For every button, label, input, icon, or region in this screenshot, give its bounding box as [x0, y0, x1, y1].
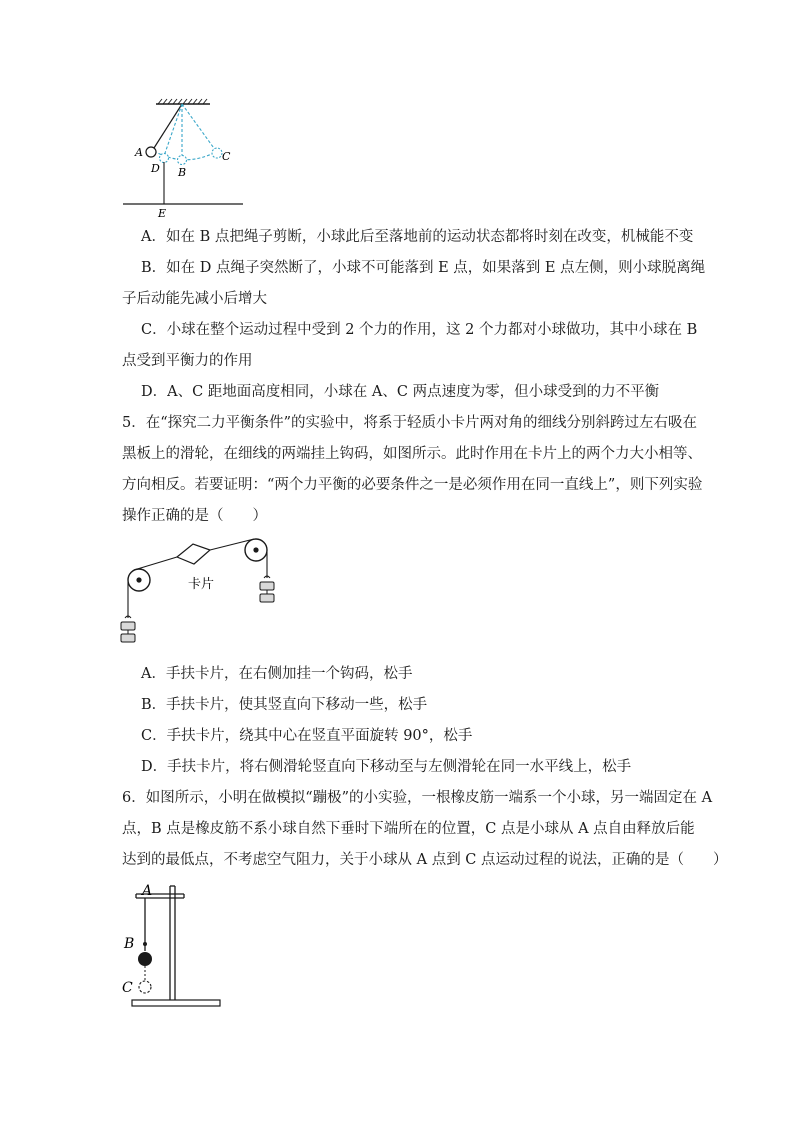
label-b: B — [124, 936, 135, 952]
q6-stem-line2: 点，B 点是橡皮筋不系小球自然下垂时下端所在的位置，C 点是小球从 A 点自由释放后能 — [122, 821, 695, 837]
q5-stem-line1: 5．在“探究二力平衡条件”的实验中，将系于轻质小卡片两对角的细线分别斜跨过左右吸在 — [122, 415, 698, 431]
q5-stem-line2: 黑板上的滑轮，在细线的两端挂上钩码，如图所示。此时作用在卡片上的两个力大小相等、 — [122, 446, 702, 462]
label-c: C — [122, 980, 133, 996]
q5-option-b: B．手扶卡片，使其竖直向下移动一些，松手 — [141, 697, 428, 713]
bungee-stand-figure — [116, 884, 231, 1014]
q4-option-b-line1: B．如在 D 点绳子突然断了，小球不可能落到 E 点，如果落到 E 点左侧，则小球脱离绳 — [141, 260, 706, 276]
card-pulley-figure — [112, 536, 287, 656]
q5-stem-line3: 方向相反。若要证明：“两个力平衡的必要条件之一是必须作用在同一直线上”，则下列实验 — [122, 477, 703, 493]
q4-option-d: D．A、C 距地面高度相同，小球在 A、C 两点速度为零，但小球受到的力不平衡 — [141, 384, 660, 400]
q4-option-c-line2: 点受到平衡力的作用 — [122, 353, 253, 369]
q4-option-a: A．如在 B 点把绳子剪断，小球此后至落地前的运动状态都将时刻在改变，机械能不变 — [141, 229, 694, 245]
q4-option-c-line1: C．小球在整个运动过程中受到 2 个力的作用，这 2 个力都对小球做功，其中小球在 B — [141, 322, 698, 338]
label-a: A — [142, 884, 153, 899]
label-b: B — [178, 166, 187, 179]
q6-stem-line3: 达到的最低点，不考虑空气阻力，关于小球从 A 点到 C 点运动过程的说法，正确的是（ ） — [122, 852, 728, 868]
q6-stem-line1: 6．如图所示，小明在做模拟“蹦极”的小实验，一根橡皮筋一端系一个小球，另一端固定在 A — [122, 790, 713, 806]
q4-option-b-line2: 子后动能先减小后增大 — [122, 291, 267, 307]
card-label: 卡片 — [188, 577, 215, 592]
q5-option-a: A．手扶卡片，在右侧加挂一个钩码，松手 — [141, 666, 413, 682]
label-c: C — [222, 150, 231, 163]
label-e: E — [158, 207, 167, 220]
label-d: D — [151, 162, 160, 175]
label-a: A — [135, 146, 143, 159]
q5-option-c: C．手扶卡片，绕其中心在竖直平面旋转 90°，松手 — [141, 728, 473, 744]
q5-option-d: D．手扶卡片，将右侧滑轮竖直向下移动至与左侧滑轮在同一水平线上，松手 — [141, 759, 632, 775]
pendulum-figure — [118, 96, 253, 221]
q5-stem-line4: 操作正确的是（ ） — [122, 508, 267, 524]
